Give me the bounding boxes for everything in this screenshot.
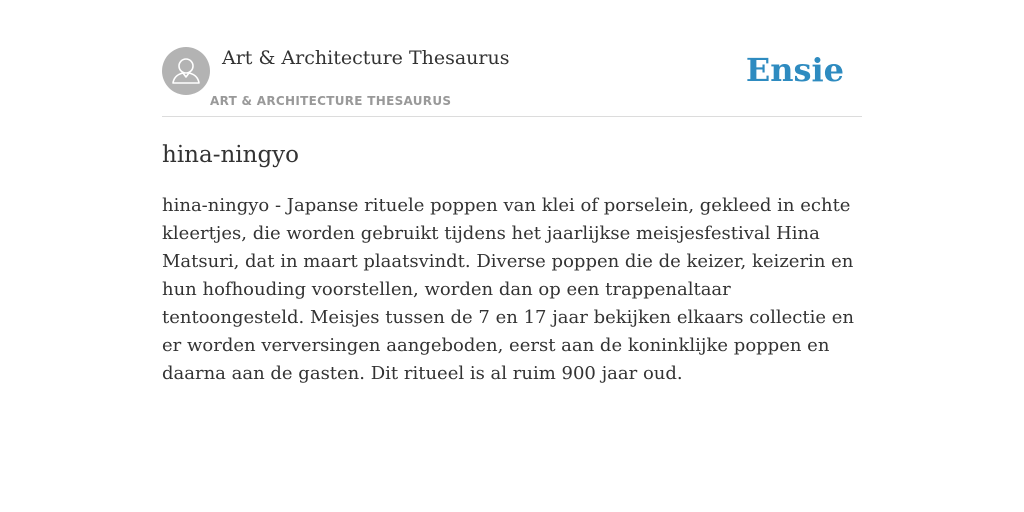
user-silhouette-icon [162, 47, 210, 95]
brand-logo[interactable]: Ensie [745, 51, 844, 89]
header [162, 40, 862, 117]
entry-definition: hina-ningyo - Japanse rituele poppen van klei of porselein, gekleed in echte kleertjes, die worden gebruikt tijdens het jaarlijkse meisjesfestival Hina Matsuri, dat in maart plaatsvindt. Diverse poppen die de keizer, keizerin en hun hofhouding voorstellen, worden dan op een trappenaltaar tentoongesteld. Meisjes tussen de 7 en 17 jaar bekijken elkaars collectie en er worden verversingen aangeboden, eerst aan de koninklijke poppen en daarna aan de gasten. Dit ritueel is al ruim 900 jaar oud. [162, 195, 854, 384]
source-title[interactable]: Art & Architecture Thesaurus [222, 47, 510, 69]
entry-title: hina-ningyo [162, 142, 300, 168]
avatar[interactable] [162, 47, 210, 95]
source-subtitle[interactable]: ART & ARCHITECTURE THESAURUS [210, 94, 452, 108]
